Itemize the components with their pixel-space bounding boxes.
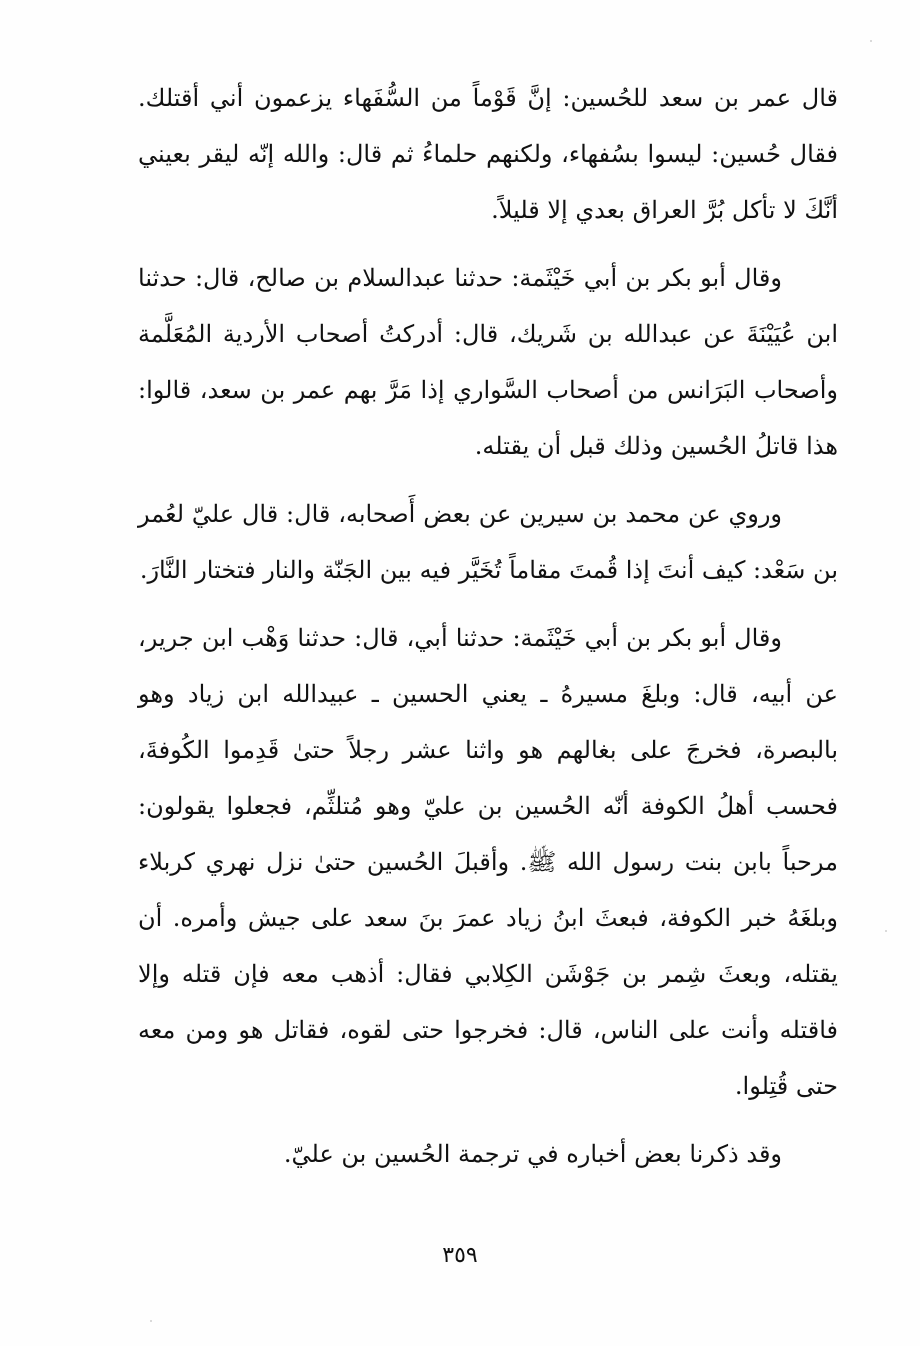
paragraph-3: وروي عن محمد بن سيرين عن بعض أَصحابه، قال: قال عليّ لعُمر بن سَعْد: كيف أنتَ إذا قُمتَ مقاماً تُخَيَّر فيه بين الجَنّة والنار فتختار النَّارَ. bbox=[138, 500, 838, 584]
paper-speck bbox=[885, 930, 887, 932]
page-number: ٣٥٩ bbox=[442, 1243, 478, 1268]
paragraph-4: وقال أبو بكر بن أبي خَيْثَمة: حدثنا أبي، قال: حدثنا وَهْب ابن جرير، عن أبيه، قال: وبلغَ مسيرهُ ـ يعني الحسين ـ عبيدالله ابن زياد وهو بالبصرة، فخرجَ على بغالهم هو واثنا عشر رجلاً حتىٰ قَدِموا الكُوفةَ، فحسب أهلُ الكوفة أنّه الحُسين بن عليّ وهو مُتلثِّم، فجعلوا يقولون: مرحباً بابن بنت رسول الله ﷺ. وأقبلَ الحُسين حتىٰ نزل نهري كربلاء وبلغَهُ خبر الكوفة، فبعثَ ابنُ زياد عمرَ بنَ سعد على جيش وأمره. أن يقتله، وبعثَ شِمر بن جَوْشَن الكِلابي فقال: أذهب معه فإن قتله وإلا فاقتله وأنت على الناس، قال: فخرجوا حتى لقوه، فقاتل هو ومن معه حتى قُتِلوا. bbox=[138, 624, 839, 1100]
paragraph-1: قال عمر بن سعد للحُسين: إنَّ قَوْماً من السُّفَهاء يزعمون أني أقتلك. فقال حُسين: ليسوا بسُفهاء، ولكنهم حلماءُ ثم قال: والله إنّه ليقر بعيني أنَّكَ لا تأكل بُرَّ العراق بعدي إلا قليلاً. bbox=[138, 84, 838, 224]
paragraph-5: وقد ذكرنا بعض أخباره في ترجمة الحُسين بن عليّ. bbox=[283, 1140, 782, 1168]
paragraph-2: وقال أبو بكر بن أبي خَيْثَمة: حدثنا عبدالسلام بن صالح، قال: حدثنا ابن عُيَيْنَةَ عن عبدالله بن شَريك، قال: أدركتُ أصحاب الأردية المُعَلَّمة وأصحاب البَرَانس من أصحاب السَّواري إذا مَرَّ بهم عمر بن سعد، قالوا: هذا قاتلُ الحُسين وذلك قبل أن يقتله. bbox=[138, 264, 838, 460]
page-body bbox=[138, 70, 838, 1194]
paper-speck bbox=[870, 40, 872, 42]
paper-speck bbox=[150, 1320, 152, 1322]
